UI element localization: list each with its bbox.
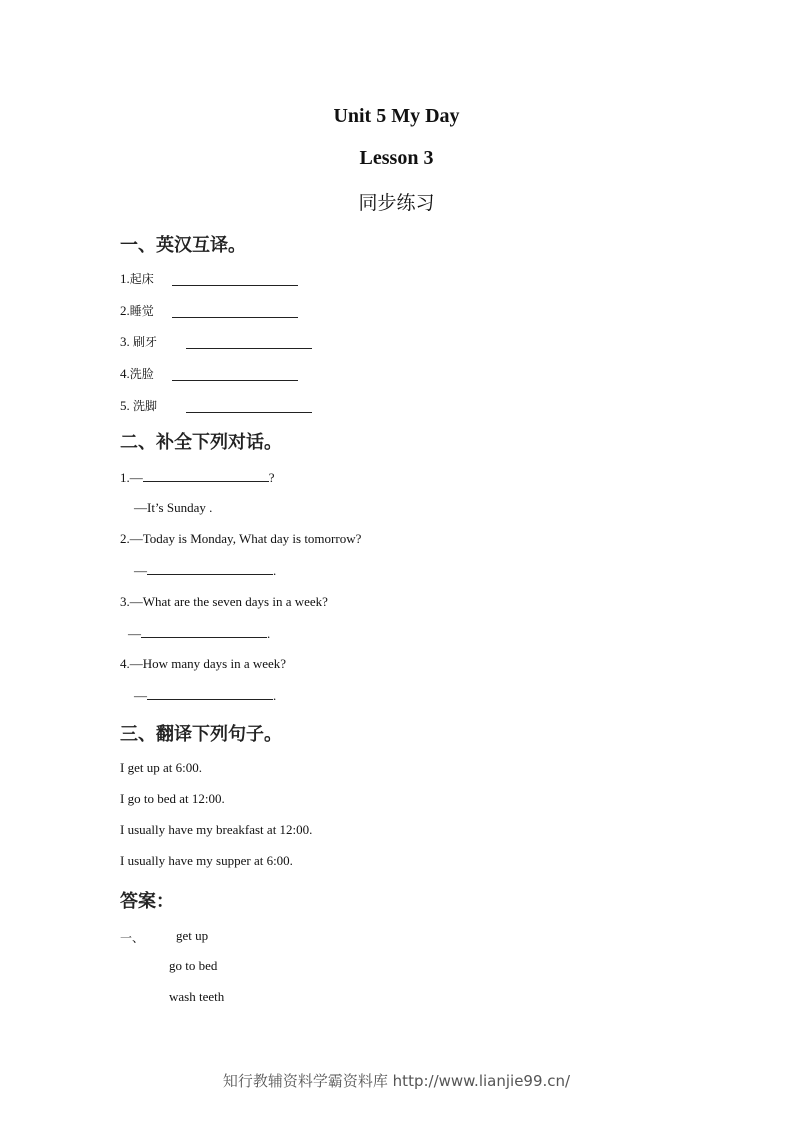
answer-blank[interactable] xyxy=(147,687,273,700)
item-number: 5. xyxy=(120,398,133,413)
vocab-item-1 xyxy=(120,270,154,287)
answers-part-label: 一、 xyxy=(120,931,145,945)
answer-dash: — xyxy=(128,626,141,641)
answer-item-1: get up xyxy=(176,928,209,943)
vocab-item-2 xyxy=(120,302,154,319)
answer-blank[interactable] xyxy=(186,400,312,413)
section-2-heading: 二、补全下列对话。 xyxy=(120,432,282,453)
dialogue-4-question: 4.—How many days in a week? xyxy=(120,656,287,671)
item-text: 洗脸 xyxy=(129,367,154,381)
dialogue-3-answer xyxy=(128,625,270,642)
answer-blank[interactable] xyxy=(172,273,298,286)
answer-dash: — xyxy=(134,563,147,578)
vocab-item-5 xyxy=(120,397,157,414)
answer-period: . xyxy=(267,626,271,641)
item-number: 1. xyxy=(120,271,130,286)
answer-blank[interactable] xyxy=(147,562,273,575)
answer-blank[interactable] xyxy=(143,469,269,482)
item-number: 2. xyxy=(120,303,130,318)
answer-dash: — xyxy=(134,688,147,703)
page-title: Unit 5 My Day xyxy=(333,105,460,127)
answer-blank[interactable] xyxy=(172,305,298,318)
item-number: 3. xyxy=(120,334,133,349)
lesson-title: Lesson 3 xyxy=(359,147,434,169)
sentence-4: I usually have my supper at 6:00. xyxy=(120,853,293,868)
answers-heading: 答案： xyxy=(120,891,174,912)
dialogue-3-question: 3.—What are the seven days in a week? xyxy=(120,594,328,609)
dialogue-4-answer xyxy=(134,687,276,704)
item-text: 起床 xyxy=(129,272,154,286)
item-text: 刷牙 xyxy=(133,335,158,349)
item-text: 洗脚 xyxy=(133,399,158,413)
vocab-item-4 xyxy=(120,365,154,382)
answer-item-2: go to bed xyxy=(169,958,218,973)
dialogue-2-answer xyxy=(134,562,276,579)
answer-blank[interactable] xyxy=(172,368,298,381)
dialogue-1-question xyxy=(120,469,275,486)
section-1-heading: 一、英汉互译。 xyxy=(120,235,246,256)
vocab-item-3 xyxy=(120,333,157,350)
sentence-2: I go to bed at 12:00. xyxy=(120,791,225,806)
page-subtitle: 同步练习 xyxy=(358,192,435,214)
answer-blank[interactable] xyxy=(141,625,267,638)
question-mark: ? xyxy=(268,470,275,485)
sentence-3: I usually have my breakfast at 12:00. xyxy=(120,822,313,837)
answer-period: . xyxy=(273,688,277,703)
dialogue-2-question: 2.—Today is Monday, What day is tomorrow? xyxy=(120,531,362,546)
dialogue-1-answer: —It’s Sunday . xyxy=(134,500,213,515)
answer-period: . xyxy=(273,563,277,578)
answer-item-3: wash teeth xyxy=(169,989,225,1004)
question-prefix: 1.— xyxy=(120,470,143,485)
sentence-1: I get up at 6:00. xyxy=(120,760,202,775)
footer-watermark: 知行教辅资料学霸资料库 http://www.lianjie99.cn/ xyxy=(222,1072,571,1090)
section-3-heading: 三、翻译下列句子。 xyxy=(120,724,282,745)
answer-blank[interactable] xyxy=(186,336,312,349)
item-text: 睡觉 xyxy=(129,304,154,318)
item-number: 4. xyxy=(120,366,130,381)
